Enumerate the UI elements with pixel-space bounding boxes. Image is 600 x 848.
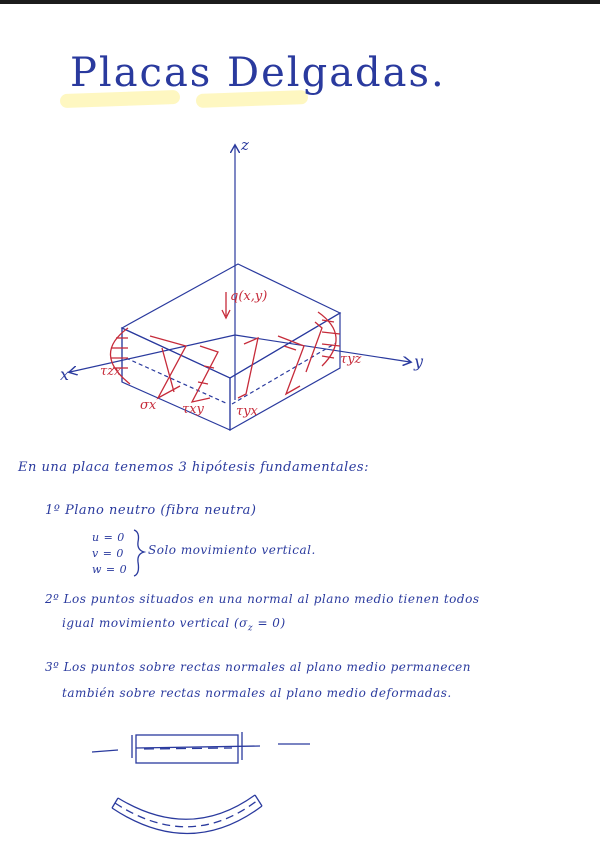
plate-top-face [122,264,340,378]
page-title: Placas Delgadas. [70,50,446,96]
sigma-x-lines [150,336,186,398]
hypothesis-3-line1: 3º Los puntos sobre rectas normales al plano medio permanecen [45,660,471,674]
right-face-lines [278,336,304,394]
hypothesis-2-line2: igual movimiento vertical $(\sigma_z = 0)$ [62,616,286,634]
tau-yx-label: τyx [236,404,258,419]
intro-text: En una placa tenemos 3 hipótesis fundamentales: [18,460,369,475]
hypothesis-2-line1: 2º Los puntos situados en una normal al plano medio tienen todos [45,592,480,606]
tau-xy-label: τxy [182,402,204,417]
hypothesis-1-note: Solo movimiento vertical. [148,543,316,557]
hypothesis-1-eq-u: u = 0 [92,531,125,544]
tau-yz-label: τyz [340,352,362,367]
hypothesis-3-line2: también sobre rectas normales al plano medio deformadas. [62,686,452,700]
tau-zx-label: τzx [100,364,122,379]
z-axis-label: z [241,136,250,154]
y-axis-label: y [414,352,424,371]
hypothesis-1-eq-w: w = 0 [92,563,128,576]
sigma-x-label: σx [140,398,157,413]
load-label: q(x,y) [230,289,268,304]
x-axis-label: x [60,365,70,384]
hypothesis-1-eq-v: v = 0 [92,547,124,560]
hypothesis-1-title: 1º Plano neutro (fibra neutra) [45,503,257,518]
y-axis-line [235,335,410,362]
